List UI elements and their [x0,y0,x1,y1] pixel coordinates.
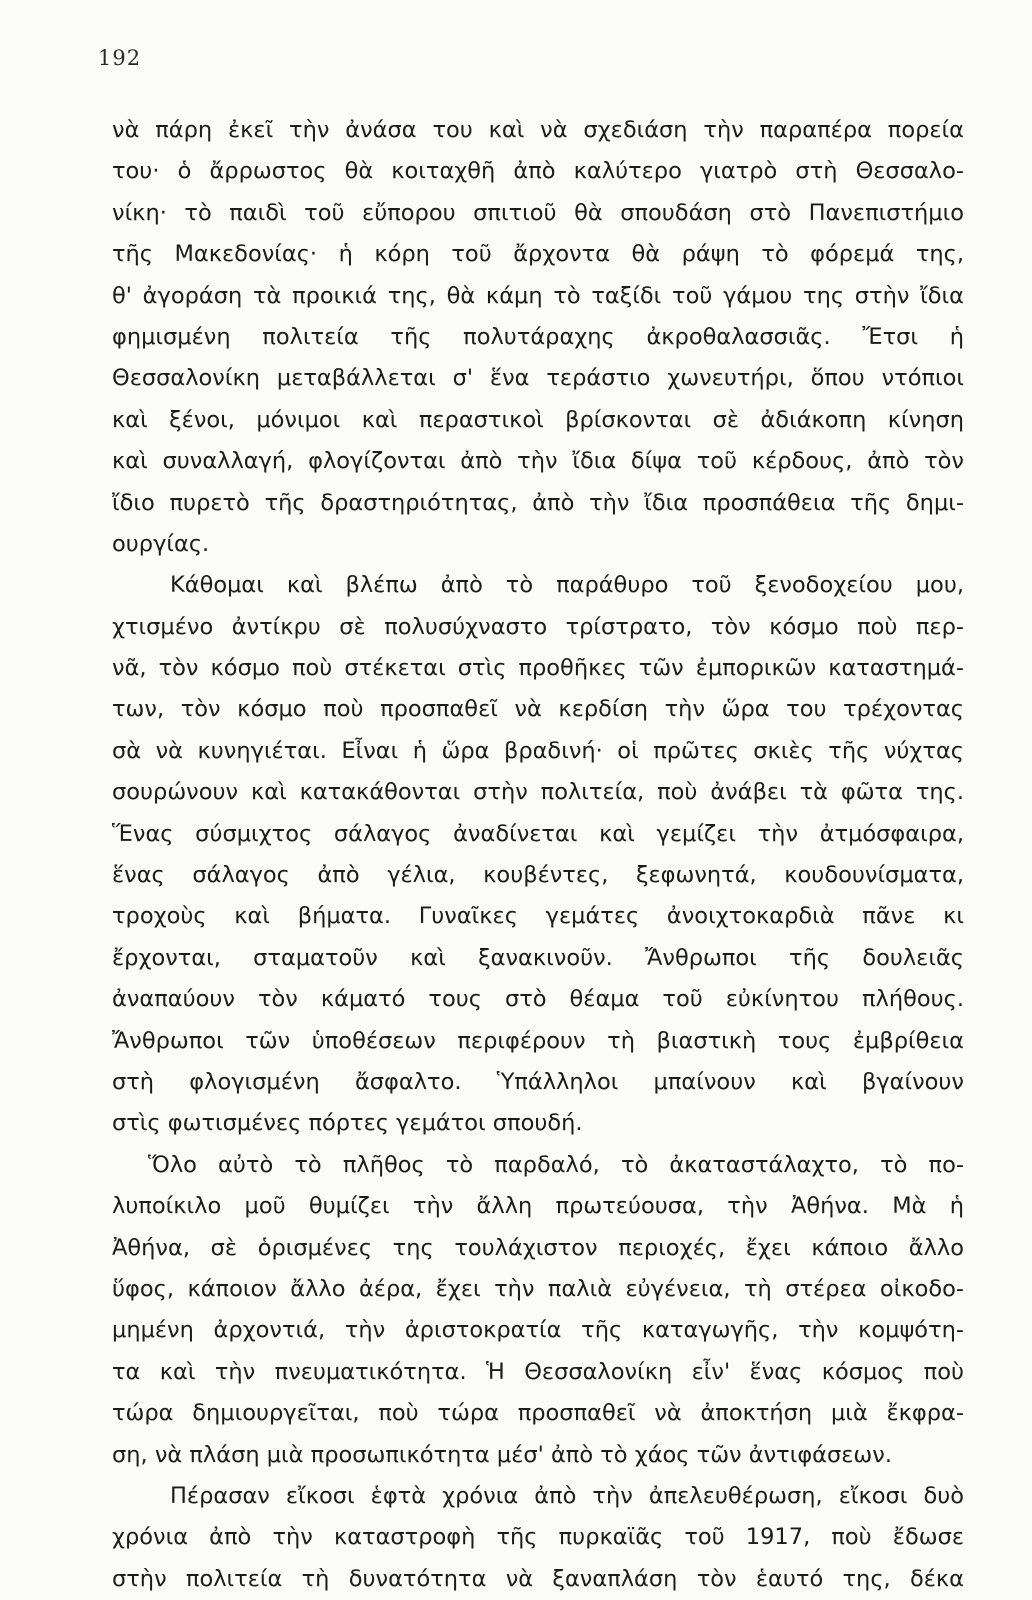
text-line: φημισμένη πολιτεία τῆς πολυτάραχης ἀκροθαλασσιᾶς. Ἔτσι ἡ [112,323,964,350]
text-line: νᾶ, τὸν κόσμο ποὺ στέκεται στὶς προθῆκες τῶν ἐμπορικῶν καταστημά- [112,655,964,682]
text-line: λυποίκιλο μοῦ θυμίζει τὴν ἄλλη πρωτεύουσα, τὴν Ἀθήνα. Μὰ ἡ [112,1193,964,1220]
text-line: χρόνια ἀπὸ τὴν καταστροφὴ τῆς πυρκαϊᾶς τοῦ 1917, ποὺ ἔδωσε [112,1524,964,1551]
text-line: Ἀθήνα, σὲ ὁρισμένες της τουλάχιστον περιοχές, ἔχει κάποιο ἄλλο [112,1234,964,1261]
text-line: Ἄνθρωποι τῶν ὑποθέσεων περιφέρουν τὴ βιαστικὴ τους ἐμβρίθεια [112,1027,964,1054]
text-line: σουρώνουν καὶ κατακάθονται στὴν πολιτεία, ποὺ ἀνάβει τὰ φῶτα της. [112,779,964,806]
text-line: ἀναπαύουν τὸν κάματό τους στὸ θέαμα τοῦ εὐκίνητου πλήθους. [112,986,964,1013]
body-text [112,110,964,1600]
text-line: καὶ συναλλαγή, φλογίζονται ἀπὸ τὴν ἴδια δίψα τοῦ κέρδους, ἀπὸ τὸν [112,448,964,475]
text-line: θ' ἀγοράση τὰ προικιά της, θὰ κάμη τὸ ταξίδι τοῦ γάμου της στὴν ἴδια [112,282,964,309]
text-line: ἕνας σάλαγος ἀπὸ γέλια, κουβέντες, ξεφωνητά, κουδουνίσματα, [112,862,964,889]
text-line: μημένη ἀρχοντιά, τὴν ἀριστοκρατία τῆς καταγωγῆς, τὴν κομψότη- [112,1317,964,1344]
text-line: στὴ φλογισμένη ἄσφαλτο. Ὑπάλληλοι μπαίνουν καὶ βγαίνουν [112,1068,964,1095]
text-line: ὕφος, κάποιον ἄλλο ἀέρα, ἔχει τὴν παλιὰ εὐγένεια, τὴ στέρεα οἰκοδο- [112,1275,964,1302]
text-line: ουργίας. [112,530,210,557]
text-line: Θεσσαλονίκη μεταβάλλεται σ' ἕνα τεράστιο χωνευτήρι, ὅπου ντόπιοι [112,365,964,392]
text-line: ἴδιο πυρετὸ τῆς δραστηριότητας, ἀπὸ τὴν ἴδια προσπάθεια τῆς δημι- [112,489,964,516]
text-line: των, τὸν κόσμο ποὺ προσπαθεῖ νὰ κερδίση τὴν ὥρα του τρέχοντας [112,696,964,723]
text-line: ση, νὰ πλάση μιὰ προσωπικότητα μέσ' ἀπὸ τὸ χάος τῶν ἀντιφάσεων. [112,1441,892,1468]
text-line: στὴν πολιτεία τὴ δυνατότητα νὰ ξαναπλάση τὸν ἑαυτό της, δέκα [112,1565,964,1592]
page-number: 192 [98,46,142,70]
text-line: Ἕνας σύσμιχτος σάλαγος ἀναδίνεται καὶ γεμίζει τὴν ἀτμόσφαιρα, [112,820,964,847]
text-line: τα καὶ τὴν πνευματικότητα. Ἡ Θεσσαλονίκη εἶν' ἕνας κόσμος ποὺ [112,1358,964,1385]
text-line: του· ὁ ἄρρωστος θὰ κοιταχθῆ ἀπὸ καλύτερο γιατρὸ στὴ Θεσσαλο- [112,158,964,185]
text-line: σὰ νὰ κυνηγιέται. Εἶναι ἡ ὥρα βραδινή· οἱ πρῶτες σκιὲς τῆς νύχτας [112,737,964,764]
text-line: χτισμένο ἀντίκρυ σὲ πολυσύχναστο τρίστρατο, τὸν κόσμο ποὺ περ- [112,613,964,640]
text-line: νίκη· τὸ παιδὶ τοῦ εὔπορου σπιτιοῦ θὰ σπουδάση στὸ Πανεπιστήμιο [112,199,964,226]
text-line: καὶ ξένοι, μόνιμοι καὶ περαστικοὶ βρίσκονται σὲ ἀδιάκοπη κίνηση [112,406,964,433]
text-line: τροχοὺς καὶ βήματα. Γυναῖκες γεμάτες ἀνοιχτοκαρδιὰ πᾶνε κι [112,903,964,930]
text-line: στὶς φωτισμένες πόρτες γεμάτοι σπουδή. [112,1110,583,1137]
text-line: Πέρασαν εἴκοσι ἑφτὰ χρόνια ἀπὸ τὴν ἀπελευθέρωση, εἴκοσι δυὸ [170,1482,964,1509]
text-line: ἔρχονται, σταματοῦν καὶ ξανακινοῦν. Ἄνθρωποι τῆς δουλειᾶς [112,944,964,971]
text-line: Κάθομαι καὶ βλέπω ἀπὸ τὸ παράθυρο τοῦ ξενοδοχείου μου, [170,572,964,599]
text-line: τῆς Μακεδονίας· ἡ κόρη τοῦ ἄρχοντα θὰ ράψη τὸ φόρεμά της, [112,241,964,268]
text-line: τώρα δημιουργεῖται, ποὺ τώρα προσπαθεῖ νὰ ἀποκτήση μιὰ ἔκφρα- [112,1400,964,1427]
text-line: Ὅλο αὐτὸ τὸ πλῆθος τὸ παρδαλό, τὸ ἀκαταστάλαχτο, τὸ πο- [148,1151,964,1178]
text-line: νὰ πάρη ἐκεῖ τὴν ἀνάσα του καὶ νὰ σχεδιάση τὴν παραπέρα πορεία [112,117,964,143]
